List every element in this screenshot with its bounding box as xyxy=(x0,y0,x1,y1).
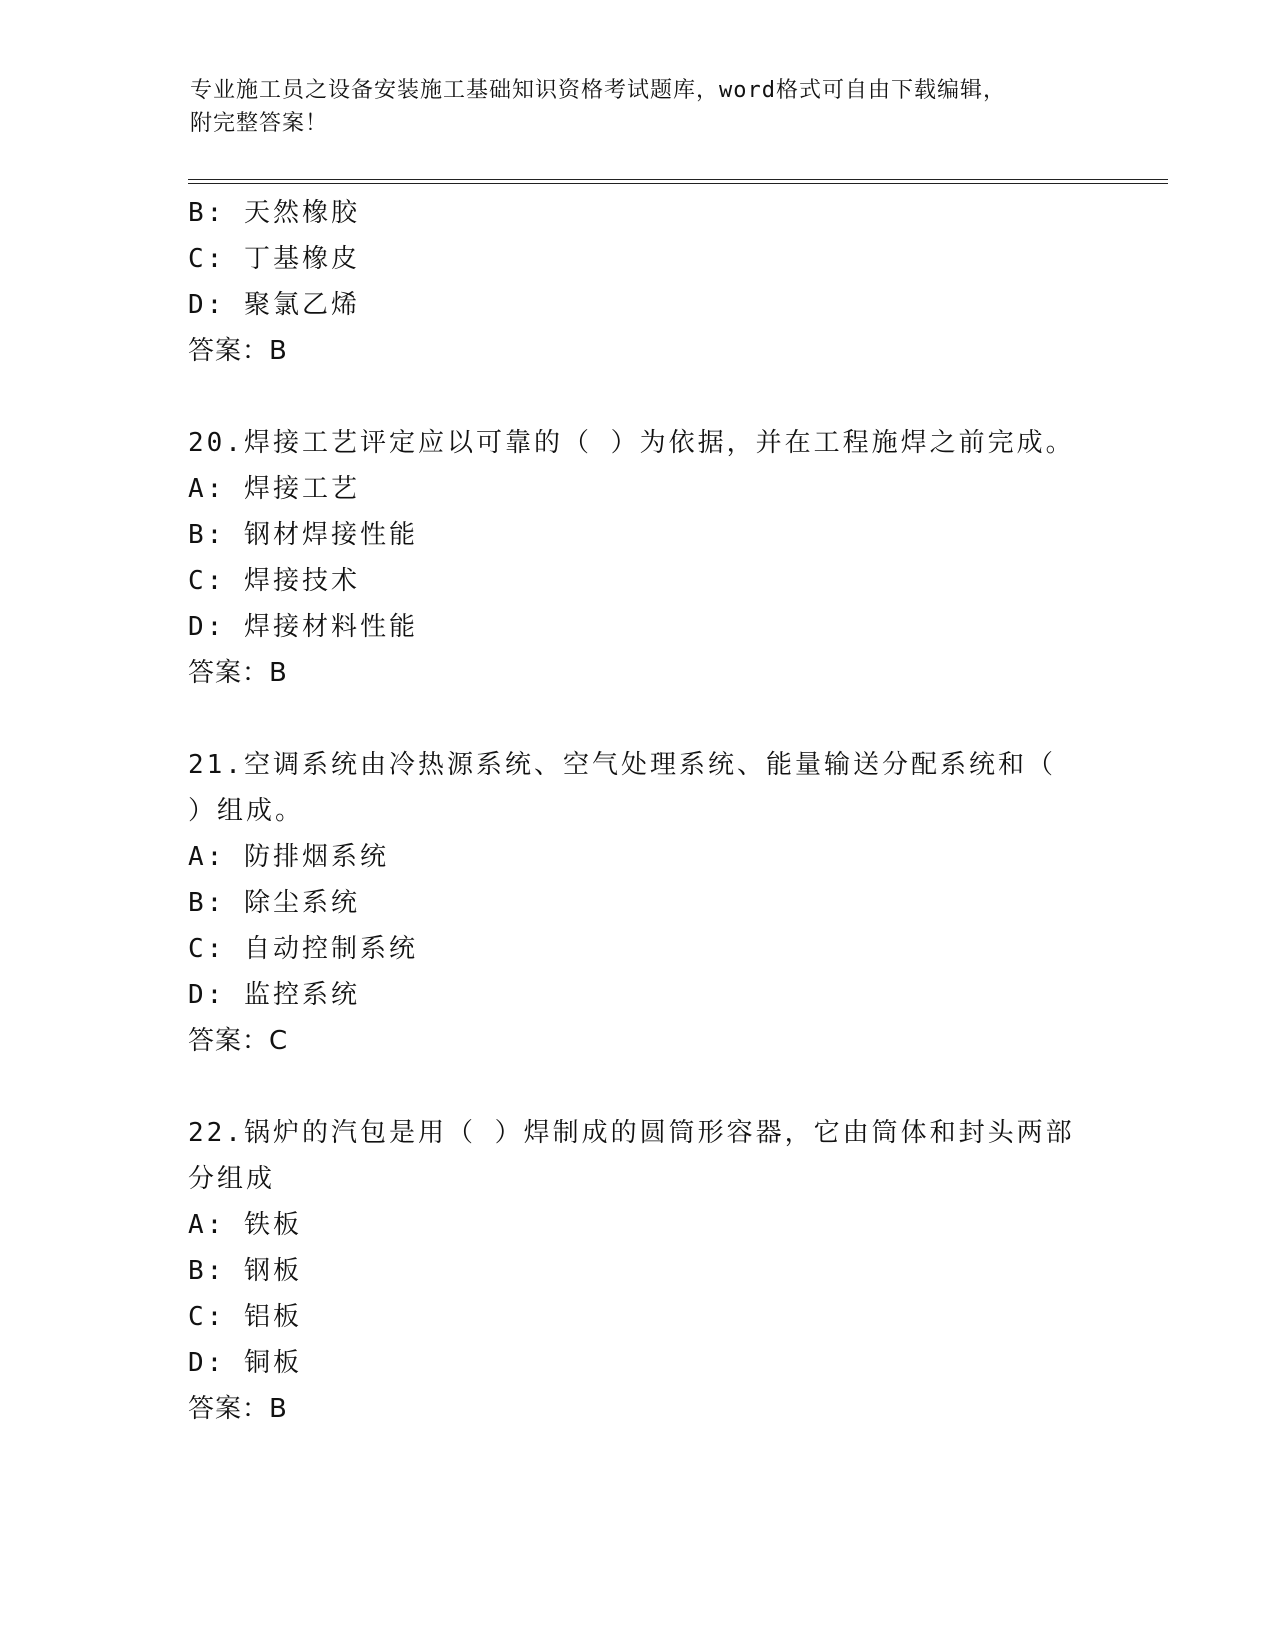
question-19-partial xyxy=(188,190,1088,374)
option-c: C: 丁基橡皮 xyxy=(188,244,360,274)
option-b: B: 天然橡胶 xyxy=(188,198,360,228)
question-text: 20.焊接工艺评定应以可靠的（ ）为依据，并在工程施焊之前完成。 xyxy=(188,428,1075,458)
header-line-1: 专业施工员之设备安装施工基础知识资格考试题库，word格式可自由下载编辑， xyxy=(190,78,1006,103)
option-d: D: 聚氯乙烯 xyxy=(188,290,360,320)
option-c: C: 自动控制系统 xyxy=(188,934,418,964)
answer-line: 答案：B xyxy=(188,336,288,366)
option-a: A: 防排烟系统 xyxy=(188,842,389,872)
option-d: D: 监控系统 xyxy=(188,980,360,1010)
question-21 xyxy=(188,742,1088,1064)
option-d: D: 焊接材料性能 xyxy=(188,612,418,642)
question-text-continued: 分组成 xyxy=(188,1164,276,1194)
question-list xyxy=(188,190,1088,1432)
question-text: 21.空调系统由冷热源系统、空气处理系统、能量输送分配系统和（ xyxy=(188,750,1056,780)
option-b: B: 除尘系统 xyxy=(188,888,360,918)
question-20 xyxy=(188,420,1088,696)
option-c: C: 铝板 xyxy=(188,1302,302,1332)
header-divider-bottom xyxy=(188,183,1168,184)
header-divider-top xyxy=(188,179,1168,180)
header-line-2: 附完整答案！ xyxy=(190,111,329,136)
spacer xyxy=(188,374,1088,420)
option-a: A: 铁板 xyxy=(188,1210,302,1240)
answer-line: 答案：C xyxy=(188,1026,289,1056)
question-22 xyxy=(188,1110,1088,1432)
question-text: 22.锅炉的汽包是用（ ）焊制成的圆筒形容器，它由筒体和封头两部 xyxy=(188,1118,1075,1148)
option-d: D: 铜板 xyxy=(188,1348,302,1378)
option-b: B: 钢板 xyxy=(188,1256,302,1286)
document-header xyxy=(190,74,1070,140)
spacer xyxy=(188,1064,1088,1110)
spacer xyxy=(188,696,1088,742)
answer-line: 答案：B xyxy=(188,1394,288,1424)
answer-line: 答案：B xyxy=(188,658,288,688)
option-b: B: 钢材焊接性能 xyxy=(188,520,418,550)
option-c: C: 焊接技术 xyxy=(188,566,360,596)
option-a: A: 焊接工艺 xyxy=(188,474,360,504)
question-text-continued: ）组成。 xyxy=(188,796,305,826)
